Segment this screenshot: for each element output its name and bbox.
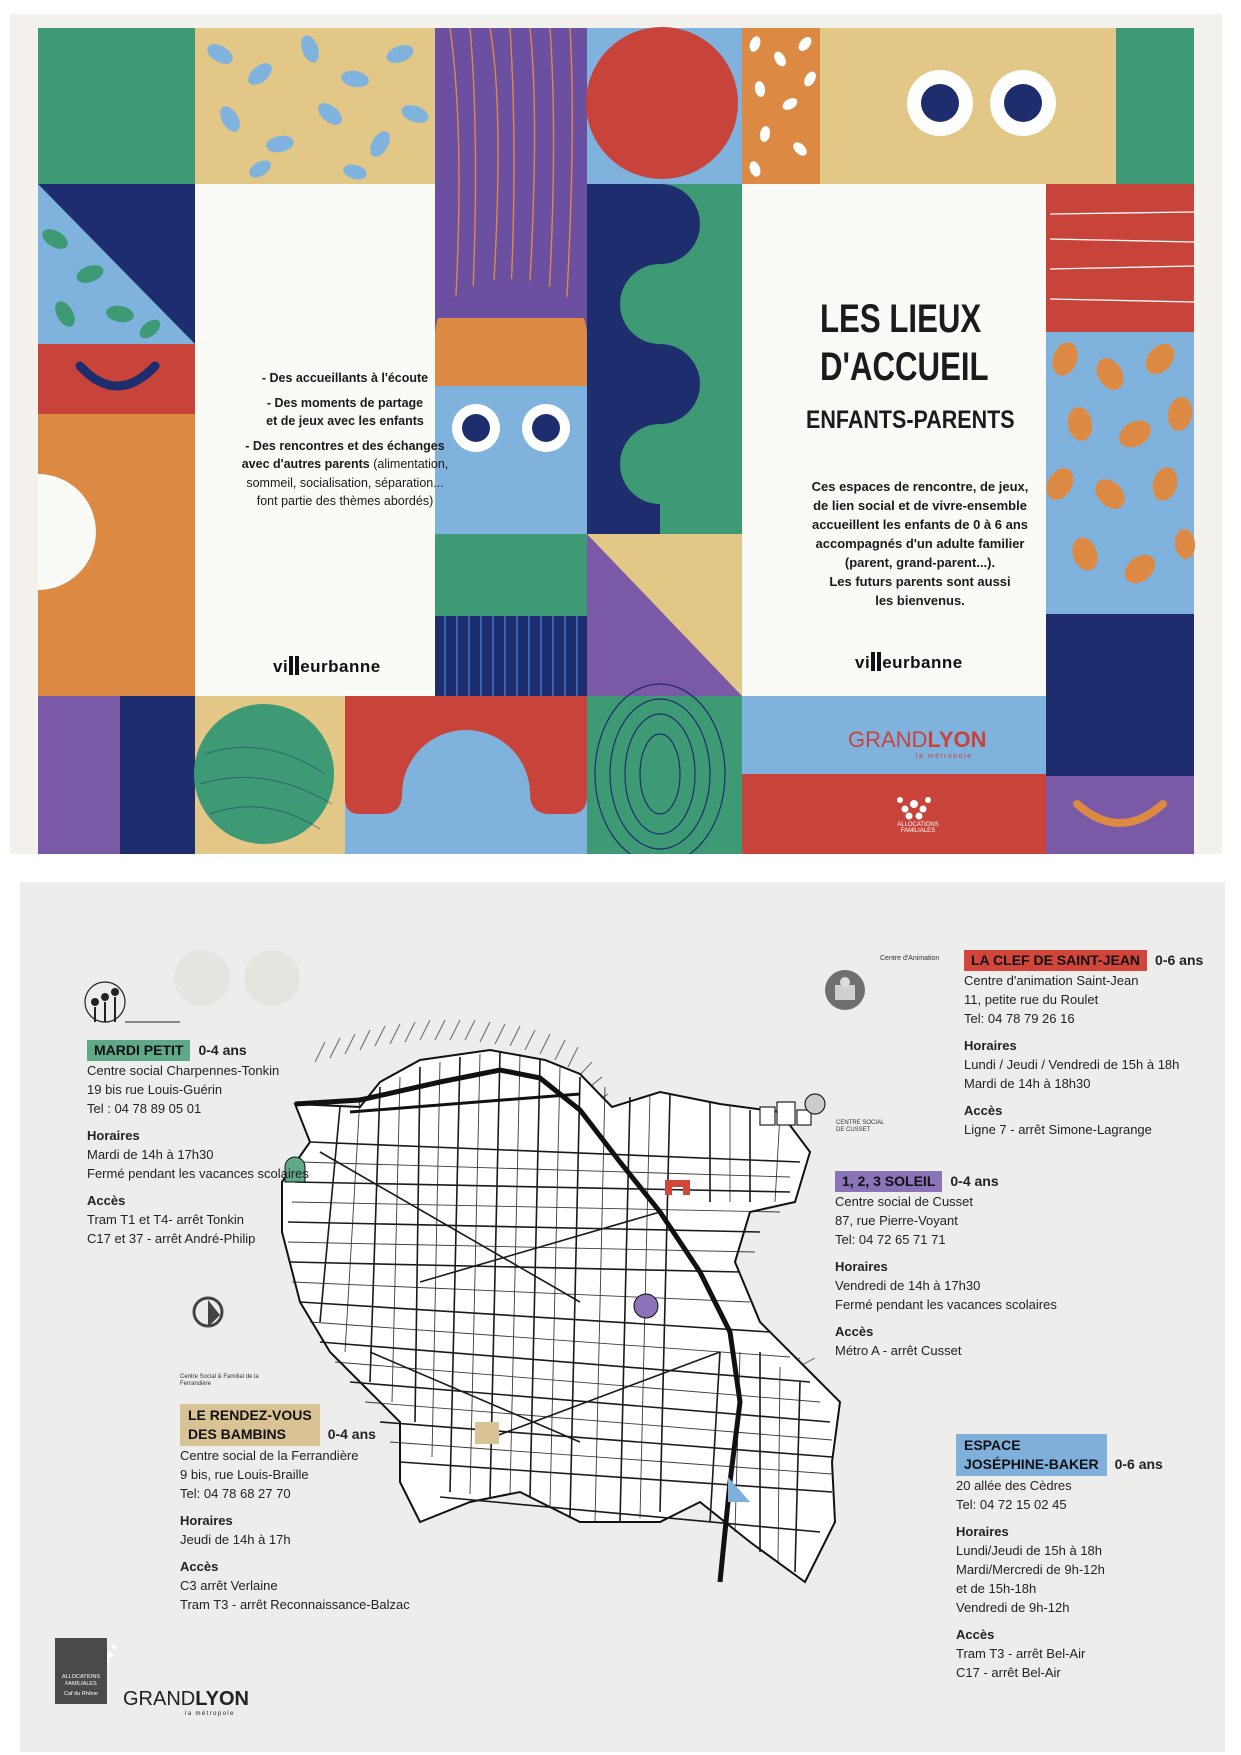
villeurbanne-logo-right: vi eurbanne [855, 653, 963, 672]
bullet-2-line-1: - Des moments de partage [266, 395, 424, 410]
marker-soleil [634, 1294, 658, 1318]
bullet-1: - Des accueillants à l'écoute [261, 371, 429, 385]
ferrandiere-logo [194, 1298, 222, 1327]
caf-logo-back: ALLOCATIONS FAMILIALES Caf du Rhône [55, 1638, 107, 1704]
age-baker: 0-6 ans [1114, 1456, 1163, 1472]
villeurbanne-logo-left: vi eurbanne [273, 657, 381, 676]
age-bambins: 0-4 ans [327, 1426, 376, 1442]
grandlyon-logo: GRANDLYON [848, 727, 987, 752]
cusset-logo [760, 1094, 825, 1125]
cover-title [820, 295, 989, 391]
grandlyon-logo-back: GRANDLYON [123, 1688, 249, 1710]
label-clef-saint-jean: LA CLEF DE SAINT-JEAN [964, 950, 1147, 971]
grandlyon-subtitle: la métropole [916, 753, 973, 760]
marker-bambins [475, 1422, 499, 1444]
bullet-3-line-4: font partie des thèmes abordés) [256, 494, 434, 508]
label-mardi-petit: MARDI PETIT [87, 1040, 190, 1061]
info-baker: ESPACE JOSÉPHINE-BAKER 0-6 ans 20 allée des Cèdres Tel: 04 72 15 02 45 Horaires Lundi/Jeudi de 15h à 18h Mardi/Mercredi de 9h-12h et de 15h-18h Vendredi de 9h-12h Accès Tram T3 - arrêt Bel-Air C17 - arrêt Bel-Air [956, 1434, 1163, 1682]
age-soleil: 0-4 ans [950, 1173, 999, 1189]
cover-bullets [235, 369, 455, 511]
bullet-3-line-2: avec d'autres parents [241, 457, 370, 471]
info-clef-saint-jean: LA CLEF DE SAINT-JEAN 0-6 ans Centre d'animation Saint-Jean 11, petite rue du Roulet Tel: 04 78 79 26 16 Horaires Lundi / Jeudi / Vendredi de 15h à 18h Mardi de 14h à 18h30 Accès Ligne 7 - arrêt Simone-Lagrange [964, 952, 1204, 1137]
cover-title-line-1: LES LIEUX [820, 297, 982, 341]
clef-saint-jean-logo [825, 970, 865, 1010]
ferrandiere-logo-text: Centre Social & Familial de la Ferrandière [180, 1374, 259, 1387]
info-bambins: LE RENDEZ-VOUS DES BAMBINS 0-4 ans Centre social de la Ferrandière 9 bis, rue Louis-Braille Tel: 04 78 68 27 70 Horaires Jeudi de 14h à 17h Accès C3 arrêt Verlaine Tram T3 - arrêt Reconnaissance-Balzac [180, 1404, 410, 1614]
bullet-3-line-2b: (alimentation, [369, 457, 449, 471]
label-baker: ESPACE JOSÉPHINE-BAKER [956, 1434, 1107, 1476]
label-soleil: 1, 2, 3 SOLEIL [835, 1171, 942, 1192]
caf-logo-text: ALLOCATIONS FAMILIALES [897, 822, 939, 834]
cover-intro: Ces espaces de rencontre, de jeux, de lien social et de vivre-ensemble accueillent les enfants de 0 à 6 ans accompagnés d'un adulte familier (parent, grand-parent...). Les futurs parents sont aussi les bienvenus. [811, 479, 1029, 608]
bullet-3-line-1: - Des rencontres et des échanges [245, 438, 445, 453]
age-clef-saint-jean: 0-6 ans [1155, 952, 1204, 968]
brochure-cover [10, 14, 1222, 854]
cover-pattern [10, 14, 1222, 854]
grandlyon-subtitle-back: la métropole [185, 1711, 235, 1717]
mardi-petit-logo [85, 982, 180, 1022]
cover-subtitle: ENFANTS-PARENTS [806, 406, 1015, 434]
bullet-3 [235, 437, 455, 511]
age-mardi-petit: 0-4 ans [198, 1042, 247, 1058]
bullet-2-line-2: et de jeux avec les enfants [266, 414, 424, 428]
bullet-2 [235, 394, 455, 431]
info-mardi-petit: MARDI PETIT 0-4 ans Centre social Charpennes-Tonkin 19 bis rue Louis-Guérin Tel : 04 78 89 05 01 Horaires Mardi de 14h à 17h30 Fermé pendant les vacances scolaires Accès Tram T1 et T4- arrêt Tonkin C17 et 37 - arrêt André-Philip [87, 1042, 309, 1246]
cusset-logo-text: CENTRE SOCIAL DE CUSSET [836, 1120, 885, 1133]
clef-logo-text: Centre d'Animation [880, 955, 940, 962]
cover-title-line-2: D'ACCUEIL [820, 345, 989, 389]
bullet-3-line-3: sommeil, socialisation, séparation... [246, 475, 444, 490]
label-bambins: LE RENDEZ-VOUS DES BAMBINS [180, 1404, 320, 1446]
info-soleil: 1, 2, 3 SOLEIL 0-4 ans Centre social de Cusset 87, rue Pierre-Voyant Tel: 04 72 65 71 71 Horaires Vendredi de 14h à 17h30 Fermé pendant les vacances scolaires Accès Métro A - arrêt Cusset [835, 1173, 1057, 1358]
